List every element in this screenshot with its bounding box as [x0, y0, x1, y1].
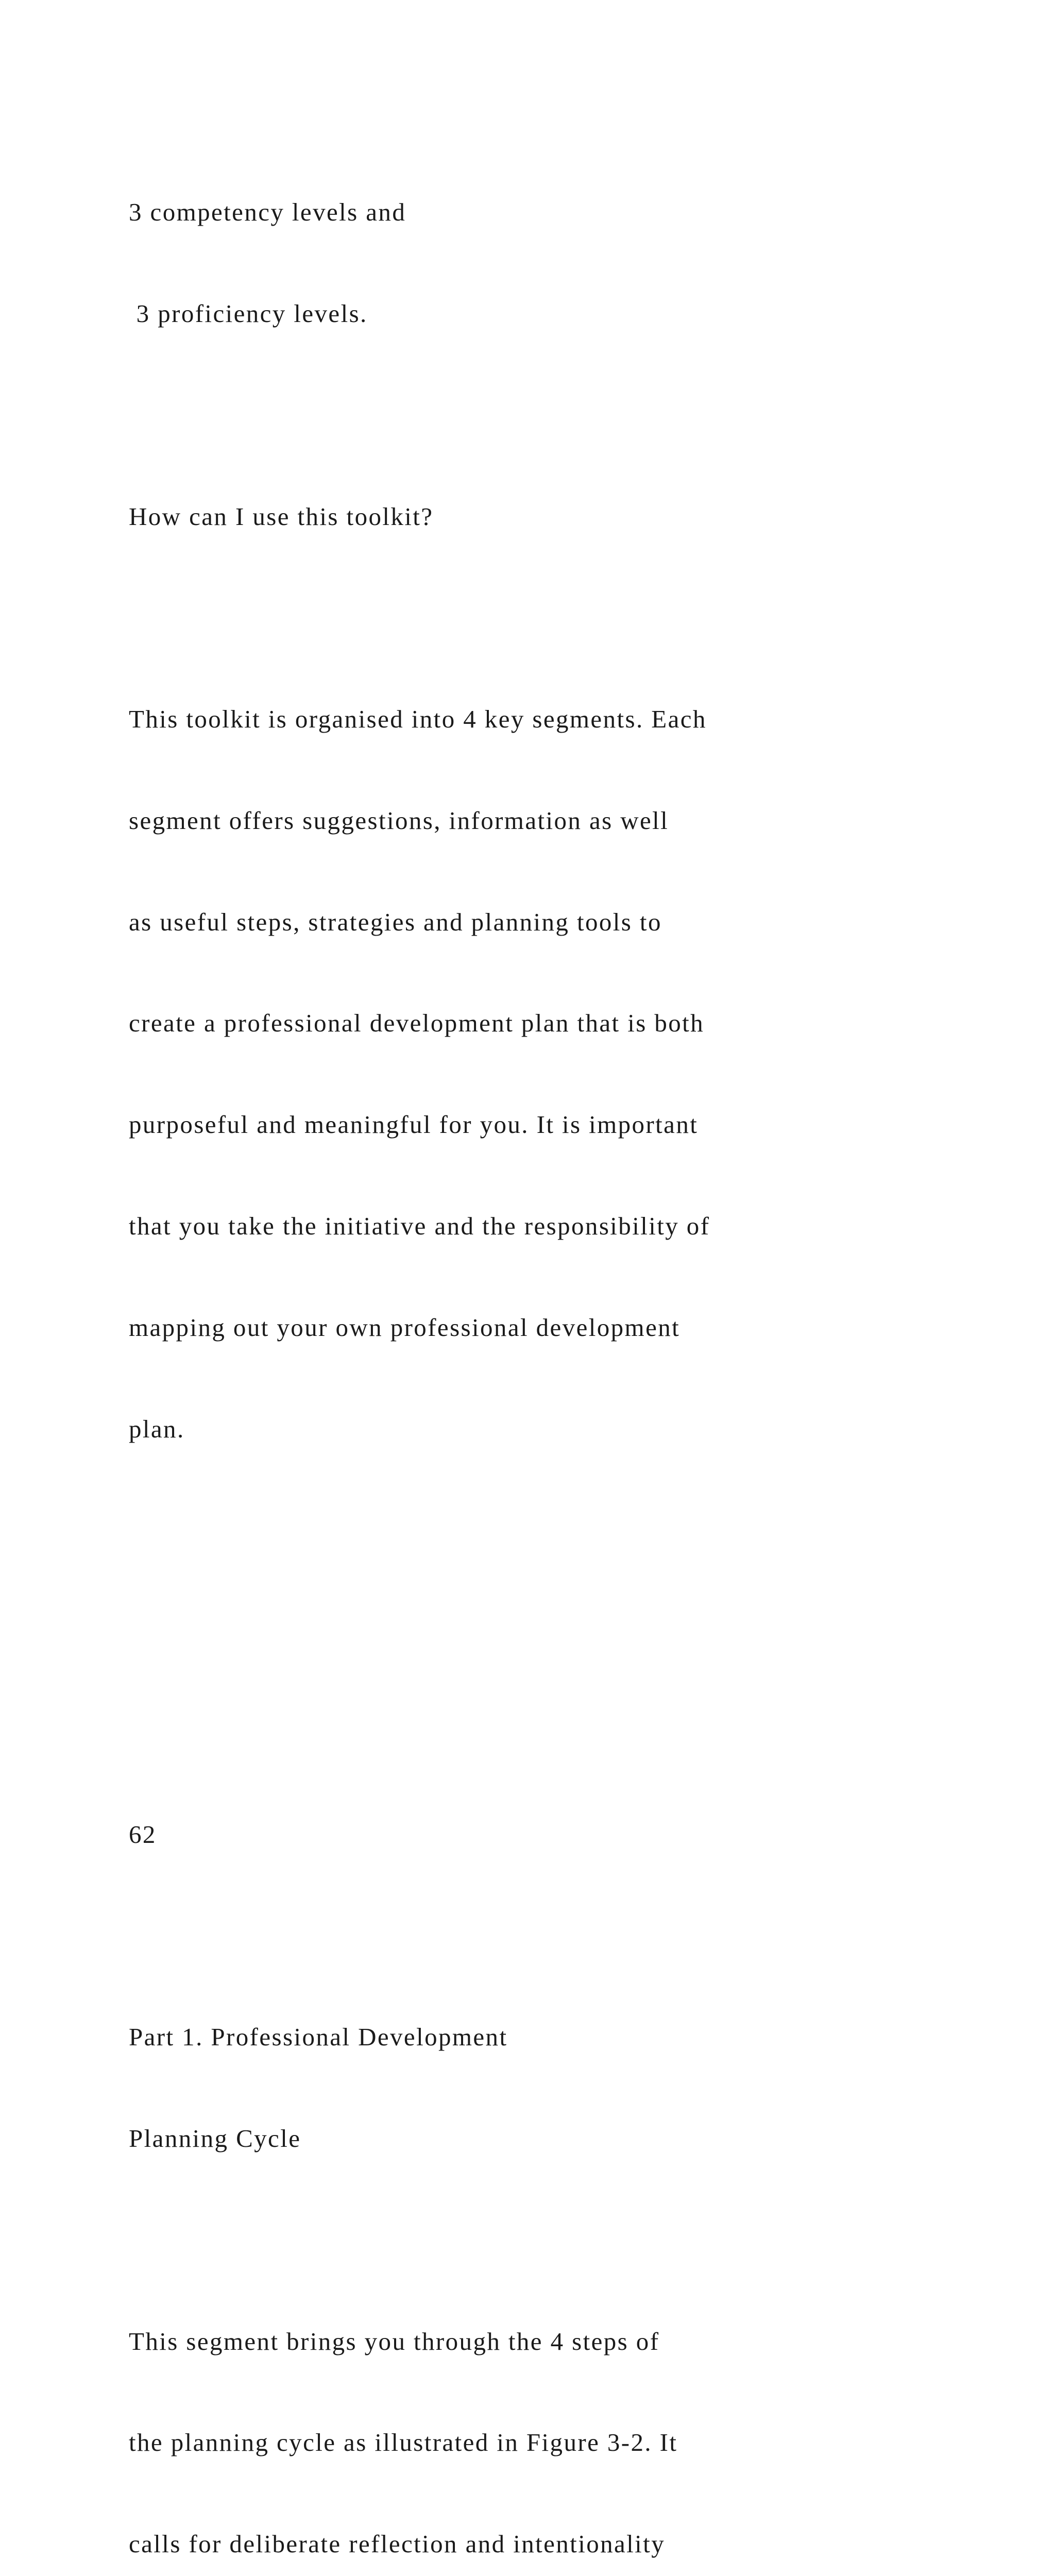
- section-question-heading: How can I use this toolkit?: [129, 502, 434, 531]
- text-line: calls for deliberate reflection and intentionality: [129, 2530, 666, 2558]
- text-line: This segment brings you through the 4 steps of: [129, 2327, 660, 2355]
- text-line: 3 competency levels and: [129, 198, 406, 227]
- blank-line: [129, 1513, 1005, 1547]
- text-line: create a professional development plan that is both: [129, 1009, 705, 1038]
- text-line: plan.: [129, 1414, 185, 1443]
- text-line: as useful steps, strategies and planning tools to: [129, 907, 662, 936]
- blank-line: [129, 1919, 1005, 1953]
- text-line: segment offers suggestions, information as well: [129, 806, 669, 835]
- text-line: mapping out your own professional development: [129, 1313, 680, 1342]
- text-line: 3 proficiency levels.: [129, 299, 368, 328]
- blank-line: [129, 601, 1005, 635]
- text-line: that you take the initiative and the responsibility of: [129, 1212, 710, 1240]
- page-number: 62: [129, 1820, 157, 1849]
- blank-line: [129, 398, 1005, 432]
- text-line: This toolkit is organised into 4 key segments. Each: [129, 705, 707, 734]
- text-line: purposeful and meaningful for you. It is important: [129, 1110, 699, 1139]
- part-heading: Part 1. Professional Development: [129, 2023, 508, 2052]
- text-line: the planning cycle as illustrated in Figure 3-2. It: [129, 2428, 678, 2457]
- blank-line: [129, 1716, 1005, 1750]
- part-heading: Planning Cycle: [129, 2124, 301, 2153]
- blank-line: [129, 1615, 1005, 1649]
- document-text: [129, 128, 1005, 2576]
- blank-line: [129, 2223, 1005, 2257]
